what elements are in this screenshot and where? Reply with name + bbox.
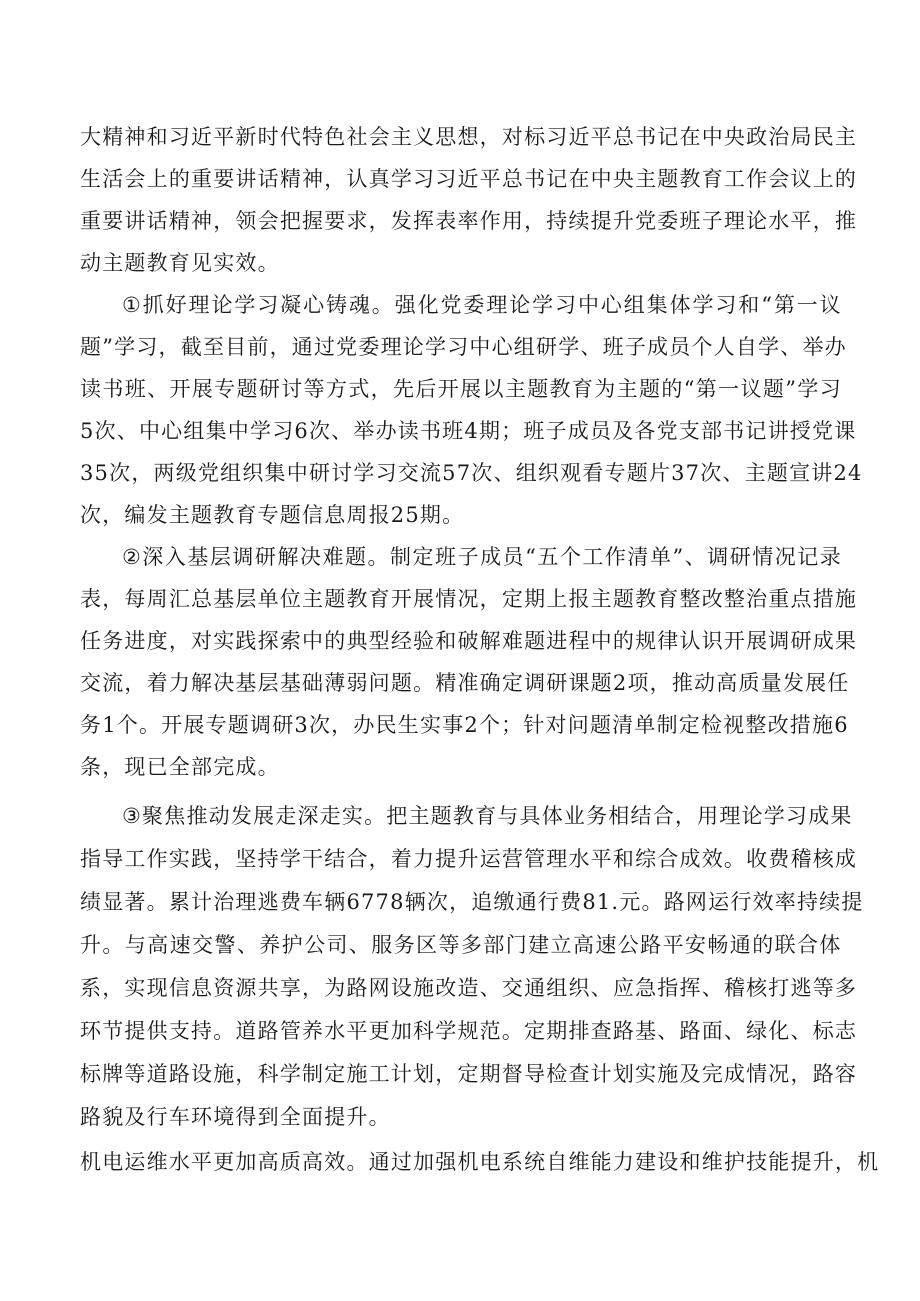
text-line: 系 ， 实 现 信 息 资 源 共 享 ， 为 路 网 设 施 改 造 、 交 通 组 织 、 应 急 指 挥 、 稽 核 打 逃 等 多 [80,976,858,1000]
text-line: 35 次 ， 两 级 党 组 织 集 中 研 讨 学 习 交 流 57 次 、 组 织 观 看 专 题 片 37 次 、 主 题 宣 讲 24 [80,461,863,485]
text-line: 务 1 个 。 开 展 专 题 调 研 3 次 ， 办 民 生 实 事 2 个 ； 针 对 问 题 清 单 制 定 检 视 整 改 措 施 6 [80,713,849,737]
text-line: 重 要 讲 话 精 神 ， 领 会 把 握 要 求 ， 发 挥 表 率 作 用 ， 持 续 提 升 党 委 班 子 理 论 水 平 ， 推 [80,209,858,233]
text-line: 指 导 工 作 实 践 ， 坚 持 学 干 结 合 ， 着 力 提 升 运 营 管 理 水 平 和 综 合 成 效 。 收 费 稽 核 成 [80,847,858,871]
text-line: ③ 聚 焦 推 动 发 展 走 深 走 实 。 把 主 题 教 育 与 具 体 业 务 相 结 合 ， 用 理 论 学 习 成 果 [122,804,853,828]
text-line: 动主题教育见实效。 [80,251,280,275]
text-line: 题 ” 学 习 ， 截 至 目 前 ， 通 过 党 委 理 论 学 习 中 心 组 研 学 、 班 子 成 员 个 人 自 学 、 举 办 [80,335,847,359]
text-line: 任 务 进 度 ， 对 实 践 探 索 中 的 典 型 经 验 和 破 解 难 题 进 程 中 的 规 律 认 识 开 展 调 研 成 果 [80,629,858,653]
text-line: 读 书 班 、 开 展 专 题 研 讨 等 方 式 ， 先 后 开 展 以 主 题 教 育 为 主 题 的 “ 第 一 议 题 ” 学 习 [80,377,842,401]
text-line: 机 电 运 维 水 平 更 加 高 质 高 效 。 通 过 加 强 机 电 系 统 自 维 能 力 建 设 和 维 护 技 能 提 升 ， 机 [80,1150,880,1174]
text-line: ① 抓 好 理 论 学 习 凝 心 铸 魂 。 强 化 党 委 理 论 学 习 中 心 组 集 体 学 习 和 “ 第 一 议 [122,293,842,317]
text-line: 5 次 、 中 心 组 集 中 学 习 6 次 、 举 办 读 书 班 4 期 ； 班 子 成 员 及 各 党 支 部 书 记 讲 授 党 课 [80,419,857,443]
text-line: ② 深 入 基 层 调 研 解 决 难 题 。 制 定 班 子 成 员 “ 五 个 工 作 清 单 ” 、 调 研 情 况 记 录 [122,545,842,569]
text-line: 路貌及行车环境得到全面提升。 [80,1105,391,1129]
text-line: 环 节 提 供 支 持 。 道 路 管 养 水 平 更 加 科 学 规 范 。 定 期 排 查 路 基 、 路 面 、 绿 化 、 标 志 [80,1019,858,1043]
text-line: 生 活 会 上 的 重 要 讲 话 精 神 ， 认 真 学 习 习 近 平 总 书 记 在 中 央 主 题 教 育 工 作 会 议 上 的 [80,167,858,191]
text-line: 条，现已全部完成。 [80,755,280,779]
text-line: 交 流 ， 着 力 解 决 基 层 基 础 薄 弱 问 题 。 精 准 确 定 调 研 课 题 2 项 ， 推 动 高 质 量 发 展 任 [80,671,850,695]
text-line: 升 。 与 高 速 交 警 、 养 护 公 司 、 服 务 区 等 多 部 门 建 立 高 速 公 路 平 安 畅 通 的 联 合 体 [80,933,842,957]
text-line: 标 牌 等 道 路 设 施 ， 科 学 制 定 施 工 计 划 ， 定 期 督 导 检 查 计 划 实 施 及 完 成 情 况 ， 路 容 [80,1062,858,1086]
text-line: 大 精 神 和 习 近 平 新 时 代 特 色 社 会 主 义 思 想 ， 对 标 习 近 平 总 书 记 在 中 央 政 治 局 民 主 [80,125,858,149]
text-line: 绩 显 著 。 累 计 治 理 逃 费 车 辆 6778 辆 次 ， 追 缴 通 行 费 81. 元 。 路 网 运 行 效 率 持 续 提 [80,890,864,914]
text-line: 次，编发主题教育专题信息周报25期。 [80,503,465,527]
text-line: 表 ， 每 周 汇 总 基 层 单 位 主 题 教 育 开 展 情 况 ， 定 期 上 报 主 题 教 育 整 改 整 治 重 点 措 施 [80,587,858,611]
